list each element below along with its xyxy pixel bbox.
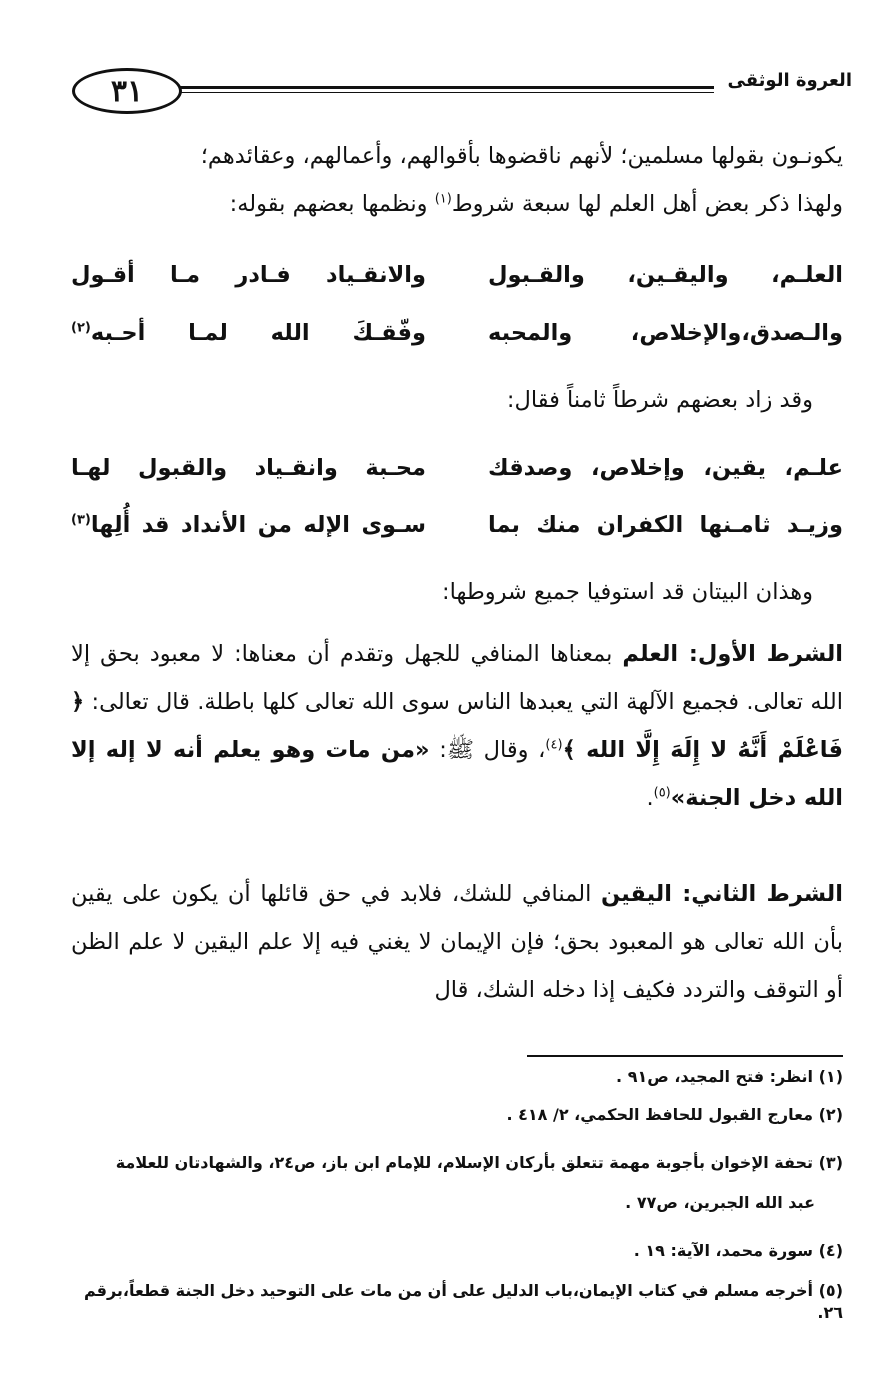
hemistich-left: محـبة وانقـياد والقبول لهـا [71,455,426,481]
hadith-quote: «من مات وهو يعلم أنه لا إله إلا الله دخل الجنة» [71,737,843,811]
bridge-line-1: وقد زاد بعضهم شرطاً ثامناً فقال: [506,387,813,413]
page-header [72,68,852,118]
hemistich-left: وفّقـكَ الله لمـا أحـبه$^{(٢)}$ [71,320,426,346]
footnote-4: (٤) سورة محمد، الآية: ١٩ . [633,1241,843,1260]
footnote-ref-2: (٢) [71,320,91,336]
intro-line-2: ولهذا ذكر بعض أهل العلم لها سبعة شروط$^{(١)}$ ونظمها بعضهم بقوله: [229,191,843,217]
poem1-verse-1 [71,262,843,310]
hemistich-right: علـم، يقين، وإخلاص، وصدقك [488,455,843,481]
intro-paragraph [71,132,843,228]
condition-1-paragraph: الشرط الأول: العلم بمعناها المنافي للجهل وتقدم أن معناها: لا معبود بحق إلا الله تعالى. فجميع الآلهة التي يعبدها الناس سوى الله تعالى كلها باطلة. قال تعالى: ﴿ فَاعْلَمْ أَنَّهُ لا إِلَهَ إِلَّا الله ﴾$^{(٤)}$، وقال ﷺ: «من مات وهو يعلم أنه لا إله إلا الله دخل الجنة»$^{(٥)}$. [71,641,844,811]
page-number-oval [72,68,182,114]
quran-verse: ﴿ فَاعْلَمْ أَنَّهُ لا إِلَهَ إِلَّا الله ﴾ [71,689,843,763]
poem2-verse-1 [71,455,843,503]
hemistich-left: والانقـياد فـادر مـا أقـول [71,262,426,288]
hemistich-right: وزيـد ثامـنها الكفران منك بما [488,512,843,538]
page-number: ٣١ [110,73,144,109]
hemistich-left: سـوى الإله من الأنداد قد أُلِها$^{(٣)}$ [71,512,426,538]
poem2-verse-2 [71,512,843,560]
condition-2-heading: الشرط الثاني: اليقين [600,881,843,907]
footnote-ref-3: (٣) [71,512,91,528]
footnote-3-continued: عبد الله الجبرين، ص٧٧ . [625,1193,815,1212]
footnote-5: (٥) أخرجه مسلم في كتاب الإيمان،باب الدليل على أن من مات على التوحيد دخل الجنة قطعاً،برقم ٢٦. [83,1281,843,1322]
poem1-verse-2 [71,320,843,368]
running-title: العروة الوثقى [727,70,852,91]
bridge-line-2: وهذان البيتان قد استوفيا جميع شروطها: [442,579,813,605]
condition-1-heading: الشرط الأول: العلم [622,641,844,667]
footnote-separator [527,1055,843,1057]
footnote-ref-5: (٥) [653,785,671,801]
intro-line-1: يكونـون بقولها مسلمين؛ لأنهم ناقضوها بأقوالهم، وأعمالهم، وعقائدهم؛ [200,143,843,169]
header-rule-thick [180,86,714,89]
header-rule-thin [180,92,714,93]
hemistich-right: والـصدق،والإخلاص، والمحبه [488,320,843,346]
footnote-ref-4: (٤) [545,737,563,753]
condition-2-paragraph: الشرط الثاني: اليقين المنافي للشك، فلابد في حق قائلها أن يكون على يقين بأن الله تعالى هو المعبود بحق؛ فإن الإيمان لا يغني فيه إلا علم اليقين لا علم الظن أو التوقف والتردد فكيف إذا دخله الشك، قال [71,881,843,1003]
footnote-ref-1: (١) [434,191,452,207]
footnote-2: (٢) معارج القبول للحافظ الحكمي، ٢/ ٤١٨ . [506,1105,843,1124]
hemistich-right: العلـم، واليقـين، والقـبول [488,262,843,288]
footnote-3: (٣) تحفة الإخوان بأجوبة مهمة تتعلق بأركان الإسلام، للإمام ابن باز، ص٢٤، والشهادتان للعلامة [115,1153,843,1172]
footnote-1: (١) انظر: فتح المجيد، ص٩١ . [616,1067,843,1086]
